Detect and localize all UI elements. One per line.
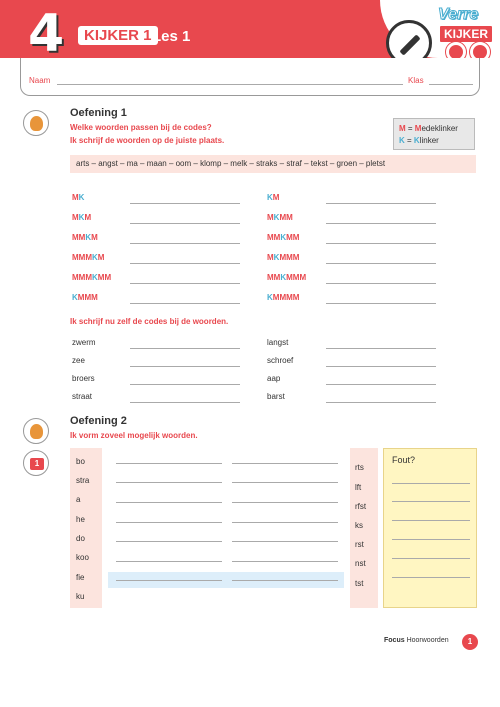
- error-line[interactable]: [392, 520, 470, 521]
- error-box: [383, 448, 477, 608]
- logo-text-top: Verre: [438, 6, 479, 23]
- code-label-right: KMMMM: [267, 293, 300, 302]
- code-answer-line[interactable]: [130, 384, 240, 385]
- word-end: lft: [355, 483, 362, 492]
- word-line[interactable]: [232, 561, 338, 562]
- answer-line[interactable]: [326, 263, 436, 264]
- word-start: bo: [76, 457, 85, 466]
- error-line[interactable]: [392, 577, 470, 578]
- word-end: rst: [355, 540, 364, 549]
- word-label: straat: [72, 392, 93, 401]
- character-icon: [23, 110, 49, 136]
- ex1-instruction-2: Ik schrijf de woorden op de juiste plaats.: [70, 136, 225, 145]
- code-answer-line[interactable]: [130, 366, 240, 367]
- word-label: barst: [267, 392, 285, 401]
- word-line[interactable]: [116, 502, 222, 503]
- start-column: [70, 448, 102, 608]
- code-label-left: MKM: [72, 213, 92, 222]
- error-line[interactable]: [392, 558, 470, 559]
- code-answer-line[interactable]: [130, 348, 240, 349]
- page-number: 1: [462, 634, 478, 650]
- ex2-title: Oefening 2: [70, 415, 127, 427]
- word-start: a: [76, 495, 81, 504]
- word-label: schroef: [267, 356, 294, 365]
- answer-line[interactable]: [130, 303, 240, 304]
- word-label: langst: [267, 338, 289, 347]
- chapter-number: 4: [28, 4, 63, 58]
- word-label: zee: [72, 356, 85, 365]
- code-answer-line[interactable]: [326, 402, 436, 403]
- code-label-left: MK: [72, 193, 85, 202]
- pencil-icon: [386, 20, 432, 58]
- code-answer-line[interactable]: [326, 366, 436, 367]
- word-line[interactable]: [232, 502, 338, 503]
- ex1-title: Oefening 1: [70, 107, 127, 119]
- word-start: koo: [76, 553, 89, 562]
- word-start: stra: [76, 476, 90, 485]
- binoculars-icon: [444, 42, 492, 58]
- word-line[interactable]: [116, 463, 222, 464]
- answer-line[interactable]: [130, 223, 240, 224]
- word-line[interactable]: [116, 541, 222, 542]
- code-label-right: MKMMM: [267, 253, 300, 262]
- exercise-number-icon: [23, 450, 49, 476]
- word-end: tst: [355, 579, 364, 588]
- word-line[interactable]: [116, 482, 222, 483]
- code-answer-line[interactable]: [326, 384, 436, 385]
- word-line[interactable]: [116, 561, 222, 562]
- word-end: rts: [355, 463, 364, 472]
- word-label: broers: [72, 374, 95, 383]
- word-line[interactable]: [232, 522, 338, 523]
- word-line[interactable]: [232, 580, 338, 581]
- answer-line[interactable]: [130, 263, 240, 264]
- answer-line[interactable]: [326, 303, 436, 304]
- lesson-label: Les 1: [152, 28, 191, 45]
- code-label-left: MMMKM: [72, 253, 105, 262]
- word-line[interactable]: [232, 541, 338, 542]
- ex1-instruction-3: Ik schrijf nu zelf de codes bij de woorden.: [70, 317, 229, 326]
- word-line[interactable]: [116, 580, 222, 581]
- answer-line[interactable]: [326, 243, 436, 244]
- class-field[interactable]: [429, 84, 473, 85]
- code-label-right: MKMM: [267, 213, 293, 222]
- name-label: Naam: [29, 76, 51, 85]
- code-label-right: KM: [267, 193, 280, 202]
- error-box-title: Fout?: [392, 455, 416, 465]
- word-start: ku: [76, 592, 85, 601]
- word-end: rfst: [355, 502, 367, 511]
- kijker-badge: KIJKER 1: [78, 26, 158, 45]
- code-label-left: KMMM: [72, 293, 98, 302]
- word-start: fie: [76, 573, 85, 582]
- answer-line[interactable]: [326, 283, 436, 284]
- character-icon: [23, 418, 49, 444]
- code-label-right: MMKMM: [267, 233, 300, 242]
- logo-text-bottom: KIJKER: [438, 24, 494, 44]
- footer-label: Focus Hoorwoorden: [384, 637, 449, 644]
- word-line[interactable]: [232, 482, 338, 483]
- code-label-right: MMKMMM: [267, 273, 307, 282]
- answer-line[interactable]: [326, 203, 436, 204]
- word-label: aap: [267, 374, 281, 383]
- ex2-instruction: Ik vorm zoveel mogelijk woorden.: [70, 431, 198, 440]
- code-label-left: MMMKMM: [72, 273, 112, 282]
- page-header: [0, 0, 500, 58]
- code-label-left: MMKM: [72, 233, 98, 242]
- error-line[interactable]: [392, 501, 470, 502]
- ex1-instruction-1: Welke woorden passen bij de codes?: [70, 123, 212, 132]
- word-bank: arts – angst – ma – maan – oom – klomp – melk – straks – straf – tekst – groen – pletst: [70, 155, 476, 173]
- answer-line[interactable]: [326, 223, 436, 224]
- error-line[interactable]: [392, 483, 470, 484]
- word-label: zwerm: [72, 338, 96, 347]
- word-end: ks: [355, 521, 363, 530]
- word-line[interactable]: [116, 522, 222, 523]
- answer-line[interactable]: [130, 283, 240, 284]
- error-line[interactable]: [392, 539, 470, 540]
- word-start: do: [76, 534, 85, 543]
- answer-line[interactable]: [130, 243, 240, 244]
- name-box: [20, 58, 480, 96]
- word-start: he: [76, 515, 85, 524]
- name-field[interactable]: [57, 84, 403, 85]
- word-line[interactable]: [232, 463, 338, 464]
- code-answer-line[interactable]: [326, 348, 436, 349]
- word-end: nst: [355, 559, 366, 568]
- class-label: Klas: [408, 76, 424, 85]
- code-answer-line[interactable]: [130, 402, 240, 403]
- code-legend: M = Medeklinker K = Klinker: [393, 118, 475, 150]
- answer-line[interactable]: [130, 203, 240, 204]
